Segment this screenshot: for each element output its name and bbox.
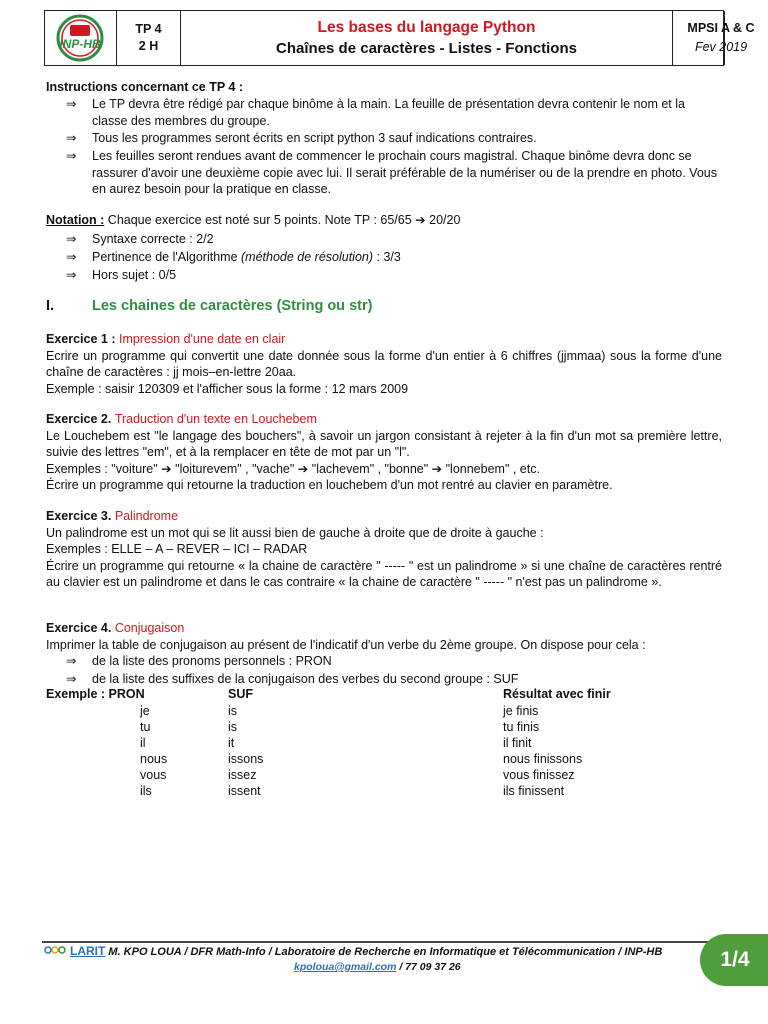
table-cell: vous finissez xyxy=(503,768,575,782)
header-right-border xyxy=(723,10,724,66)
logo-cell xyxy=(45,11,117,65)
implies-icon: ⇒ xyxy=(66,131,77,145)
exercise-2: Exercice 2. Traduction d'un texte en Louchebem Le Louchebem est "le langage des bouchers", à savoir un jargon consistant à rejeter à la fin d'un mot sa première lettre, suivie des lettres "em", et à la remplacer en tête de mot par un "l". Exemples : "voiture" ➔ "loiturevem" , "vache" ➔ "lachevem" , "bonne" ➔ "lonnebem" , etc. Écrire un programme qui retourne la traduction en louchebem d'un mot rentré au clavier en paramètre. xyxy=(46,412,722,492)
arrow-right-icon: ➔ xyxy=(431,461,443,476)
table-cell: issez xyxy=(228,768,257,782)
table-header: Exemple : PRON SUF Résultat avec finir xyxy=(46,687,611,701)
arrow-right-icon: ➔ xyxy=(297,461,309,476)
table-cell: is xyxy=(228,720,238,734)
table-row xyxy=(46,720,722,736)
table-cell: ils finissent xyxy=(503,784,565,798)
table-row xyxy=(46,736,722,752)
implies-icon: ⇒ xyxy=(66,654,77,668)
notation-line: Notation : Chaque exercice est noté sur 5 points. Note TP : 65/65 ➔ 20/20 xyxy=(46,213,461,227)
implies-icon: ⇒ xyxy=(66,97,77,111)
larit-circles-icon xyxy=(44,944,70,956)
table-cell: il finit xyxy=(503,736,532,750)
table-cell: tu xyxy=(140,720,151,734)
table-cell: vous xyxy=(140,768,167,782)
exercise-2-title: Traduction d'un texte en Louchebem xyxy=(114,412,317,426)
arrow-right-icon: ➔ xyxy=(415,213,426,227)
table-cell: il xyxy=(140,736,146,750)
table-row xyxy=(46,768,722,784)
header-box xyxy=(44,10,755,66)
class-cell xyxy=(673,11,755,65)
exercise-3-title: Palindrome xyxy=(114,509,179,523)
exercise-4-list: ⇒ de la liste des pronoms personnels : PRON ⇒ de la liste des suffixes de la conjugaison des verbes du second groupe : SUF xyxy=(66,654,519,686)
page-number-badge: 1/4 xyxy=(700,934,768,986)
section-number: I. xyxy=(46,298,55,314)
email-link[interactable]: kpoloua@gmail.com xyxy=(294,961,397,973)
notation-list: ⇒ Syntaxe correcte : 2/2 ⇒ Pertinence de l'Algorithme (méthode de résolution) : 3/3 ⇒ Hors sujet : 0/5 xyxy=(66,232,401,282)
instructions-heading: Instructions concernant ce TP 4 : xyxy=(46,80,244,94)
implies-icon: ⇒ xyxy=(66,232,77,246)
class-label: MPSI A & C xyxy=(687,21,755,35)
section-title: Les chaines de caractères (String ou str) xyxy=(92,298,373,314)
table-cell: issent xyxy=(228,784,261,798)
title-cell xyxy=(181,11,673,65)
table-cell: issons xyxy=(228,752,264,766)
implies-icon: ⇒ xyxy=(66,672,77,686)
tp-cell xyxy=(117,11,181,65)
doc-title: Les bases du langage Python xyxy=(317,19,536,36)
exercise-3: Exercice 3. Palindrome Un palindrome est un mot qui se lit aussi bien de gauche à droite que de droite à gauche : Exemples : ELLE – A – REVER – ICI – RADAR Écrire un programme qui retourne « la chaine de caractère " ----- " est un palindrome » si une chaîne de caractères rentré au clavier est un palindrome et dans le cas contraire « la chaine de caractère " ----- " n'est pas un palindrome ». xyxy=(46,509,722,589)
table-cell: je xyxy=(140,704,150,718)
larit-logo: LARIT xyxy=(44,944,105,958)
tp-duration: 2 H xyxy=(138,39,159,53)
exercise-4-title: Conjugaison xyxy=(114,621,185,635)
table-cell: je finis xyxy=(503,704,539,718)
exercise-1-title: Impression d'une date en clair xyxy=(118,332,286,346)
table-row xyxy=(46,704,722,720)
implies-icon: ⇒ xyxy=(66,268,77,282)
conjugation-table xyxy=(46,687,722,800)
implies-icon: ⇒ xyxy=(66,149,77,163)
implies-icon: ⇒ xyxy=(66,250,77,264)
table-cell: nous finissons xyxy=(503,752,583,766)
table-row xyxy=(46,784,722,800)
instructions-list: ⇒ Le TP devra être rédigé par chaque binôme à la main. La feuille de présentation devra contenir le nom et la classe des membres du groupe. ⇒ Tous les programmes seront écrits en script python 3 sauf indications contraires. ⇒ Les feuilles seront rendues avant de commencer le prochain cours magistral. Chaque binôme devra donc se rassurer d'avoir une deuxième copie avec lui. Il serait préférable de la numériser ou de la prendre en photo. Vous en aurez besoin pour la pratique en classe. xyxy=(66,97,717,196)
table-cell: nous xyxy=(140,752,168,766)
table-cell: is xyxy=(228,704,238,718)
footer-credit: LARIT M. KPO LOUA / DFR Math-Info / Laboratoire de Recherche en Informatique et Télécommunication / INP-HB xyxy=(44,944,704,958)
table-cell: tu finis xyxy=(503,720,540,734)
inphb-logo xyxy=(45,11,115,65)
footer-contact: kpoloua@gmail.com / 77 09 37 26 xyxy=(294,961,461,973)
table-cell: ils xyxy=(140,784,152,798)
exercise-1: Exercice 1 : Impression d'une date en clair Ecrire un programme qui convertit une date donnée sous la forme d'un entier à 6 chiffres (jjmmaa) sous la forme d'une chaîne de caractères : jj mois–en-lettre 20aa. Exemple : saisir 120309 et l'afficher sous la forme : 12 mars 2009 xyxy=(46,332,722,396)
table-row xyxy=(46,752,722,768)
table-cell: it xyxy=(228,736,235,750)
logo-text: INP-HB xyxy=(59,37,101,51)
doc-date: Fev 2019 xyxy=(694,40,748,54)
tp-number: TP 4 xyxy=(135,22,162,36)
footer-separator xyxy=(42,941,726,943)
doc-subtitle: Chaînes de caractères - Listes - Fonctions xyxy=(276,40,577,57)
arrow-right-icon: ➔ xyxy=(161,461,172,476)
exercise-4: Exercice 4. Conjugaison Imprimer la table de conjugaison au présent de l'indicatif d'un verbe du 2ème groupe. On dispose pour cela : xyxy=(46,621,646,652)
